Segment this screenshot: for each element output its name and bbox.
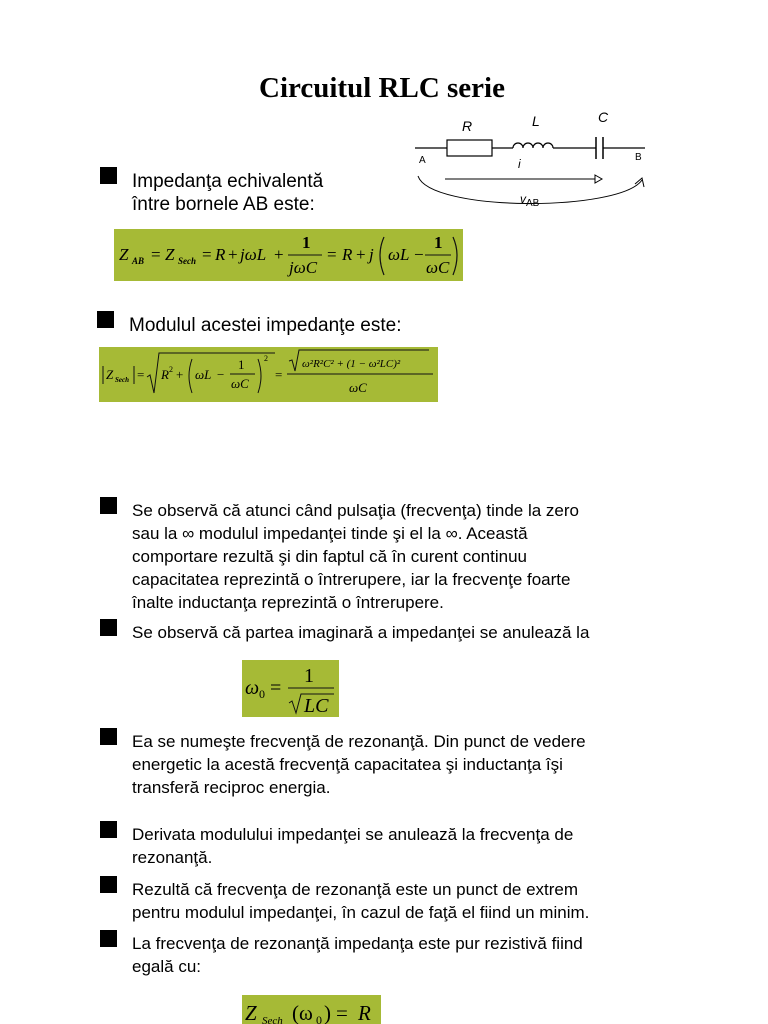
- svg-text:Sech: Sech: [178, 256, 196, 266]
- svg-text:=: =: [151, 245, 161, 264]
- svg-text:−: −: [217, 367, 225, 382]
- rlc-circuit-diagram: [410, 104, 660, 212]
- bullet-marker: [100, 167, 117, 184]
- inductor: [513, 143, 553, 148]
- svg-text:Sech: Sech: [262, 1015, 283, 1024]
- bullet-text: Ea se numeşte frecvenţă de rezonanţă. Din punct de vedere energetic la acestă frecvenţă capacitatea şi inductanţa îşi transferă reciproc energia.: [132, 732, 586, 797]
- page-title: Circuitul RLC serie: [259, 72, 505, 104]
- svg-text:Z: Z: [165, 245, 175, 264]
- svg-text:jωL: jωL: [240, 245, 267, 264]
- label-i: i: [518, 157, 521, 171]
- svg-text:Z: Z: [106, 367, 114, 382]
- bullet-text: Impedanţa echivalentă între bornele AB este:: [132, 171, 324, 215]
- svg-text:2: 2: [264, 354, 268, 363]
- svg-text:1: 1: [304, 665, 314, 687]
- svg-text:Z: Z: [119, 245, 129, 264]
- bullet-text: Modulul acestei impedanţe este:: [129, 315, 402, 336]
- svg-text:R: R: [161, 367, 169, 382]
- svg-text:jωC: jωC: [289, 258, 318, 277]
- svg-text:Z: Z: [245, 1001, 257, 1024]
- svg-text:ω²R²C² + (1 − ω²LC)²: ω²R²C² + (1 − ω²LC)²: [302, 358, 401, 370]
- svg-text:=: =: [202, 245, 212, 264]
- bullet-text: La frecvenţa de rezonanţă impedanţa este pur rezistivă fiind egală cu:: [132, 934, 583, 976]
- svg-text:2: 2: [169, 365, 173, 374]
- svg-text:R: R: [358, 1001, 371, 1024]
- svg-text:ωC: ωC: [349, 380, 367, 395]
- label-r: R: [462, 118, 473, 134]
- svg-text:=: =: [327, 245, 337, 264]
- label-vab: $v_{AB}$: [520, 192, 540, 209]
- svg-text:1: 1: [238, 357, 245, 372]
- label-c: C: [598, 109, 609, 125]
- svg-text:0: 0: [259, 687, 265, 701]
- label-a: A: [419, 155, 426, 166]
- bullet-marker: [100, 930, 117, 947]
- bullet-marker: [97, 311, 114, 328]
- svg-text:R: R: [342, 245, 353, 264]
- svg-text:=: =: [275, 367, 283, 382]
- bullet-marker: [100, 821, 117, 838]
- svg-text:1: 1: [434, 233, 443, 252]
- svg-text:=: =: [137, 367, 145, 382]
- svg-text:ωL: ωL: [388, 245, 410, 264]
- svg-text:AB: AB: [132, 256, 145, 266]
- svg-text:LC: LC: [304, 695, 329, 717]
- svg-text:): ): [324, 1001, 331, 1024]
- svg-text:R: R: [215, 245, 226, 264]
- svg-text:=: =: [336, 1001, 348, 1024]
- svg-text:0: 0: [316, 1013, 322, 1024]
- formula-resonance-frequency: [242, 660, 339, 717]
- label-b: B: [635, 152, 642, 163]
- bullet-marker: [100, 876, 117, 893]
- svg-text:Sech: Sech: [115, 376, 129, 384]
- svg-text:+: +: [176, 367, 184, 382]
- formula-impedance-modulus: [99, 347, 438, 402]
- formula-resonance-impedance: [242, 995, 381, 1024]
- svg-text:−: −: [414, 245, 424, 264]
- resistor: [447, 140, 492, 156]
- svg-text:j: j: [369, 245, 374, 264]
- svg-text:+: +: [228, 245, 238, 264]
- svg-text:ωC: ωC: [231, 376, 249, 391]
- svg-text:+: +: [274, 245, 284, 264]
- bullet-text: Se observă că atunci când pulsaţia (frecvenţa) tinde la zero sau la ∞ modulul impedanţei tinde şi el la ∞. Această comportare rezultă şi din faptul că în curent continuu capacitatea reprezintă o întrerupere, iar la frecvenţe foarte înalte inductanţa reprezintă o întrerupere.: [132, 501, 579, 612]
- svg-text:(ω: (ω: [292, 1001, 313, 1024]
- svg-text:1: 1: [302, 233, 311, 252]
- svg-text:ωL: ωL: [195, 367, 212, 382]
- bullet-text: Derivata modulului impedanţei se anulează la frecvenţa de rezonanţă.: [132, 825, 574, 867]
- bullet-marker: [100, 497, 117, 514]
- svg-text:=: =: [270, 677, 282, 699]
- svg-text:ω: ω: [245, 677, 260, 699]
- bullet-text: Rezultă că frecvenţa de rezonanţă este un punct de extrem pentru modulul impedanţei, în cazul de faţă el fiind un minim.: [132, 880, 590, 922]
- label-l: L: [532, 113, 540, 129]
- bullet-text: Se observă că partea imaginară a impedanţei se anulează la: [132, 623, 590, 642]
- formula-impedance: [114, 229, 463, 281]
- svg-text:+: +: [356, 245, 366, 264]
- bullet-marker: [100, 619, 117, 636]
- svg-text:ωC: ωC: [426, 258, 450, 277]
- bullet-marker: [100, 728, 117, 745]
